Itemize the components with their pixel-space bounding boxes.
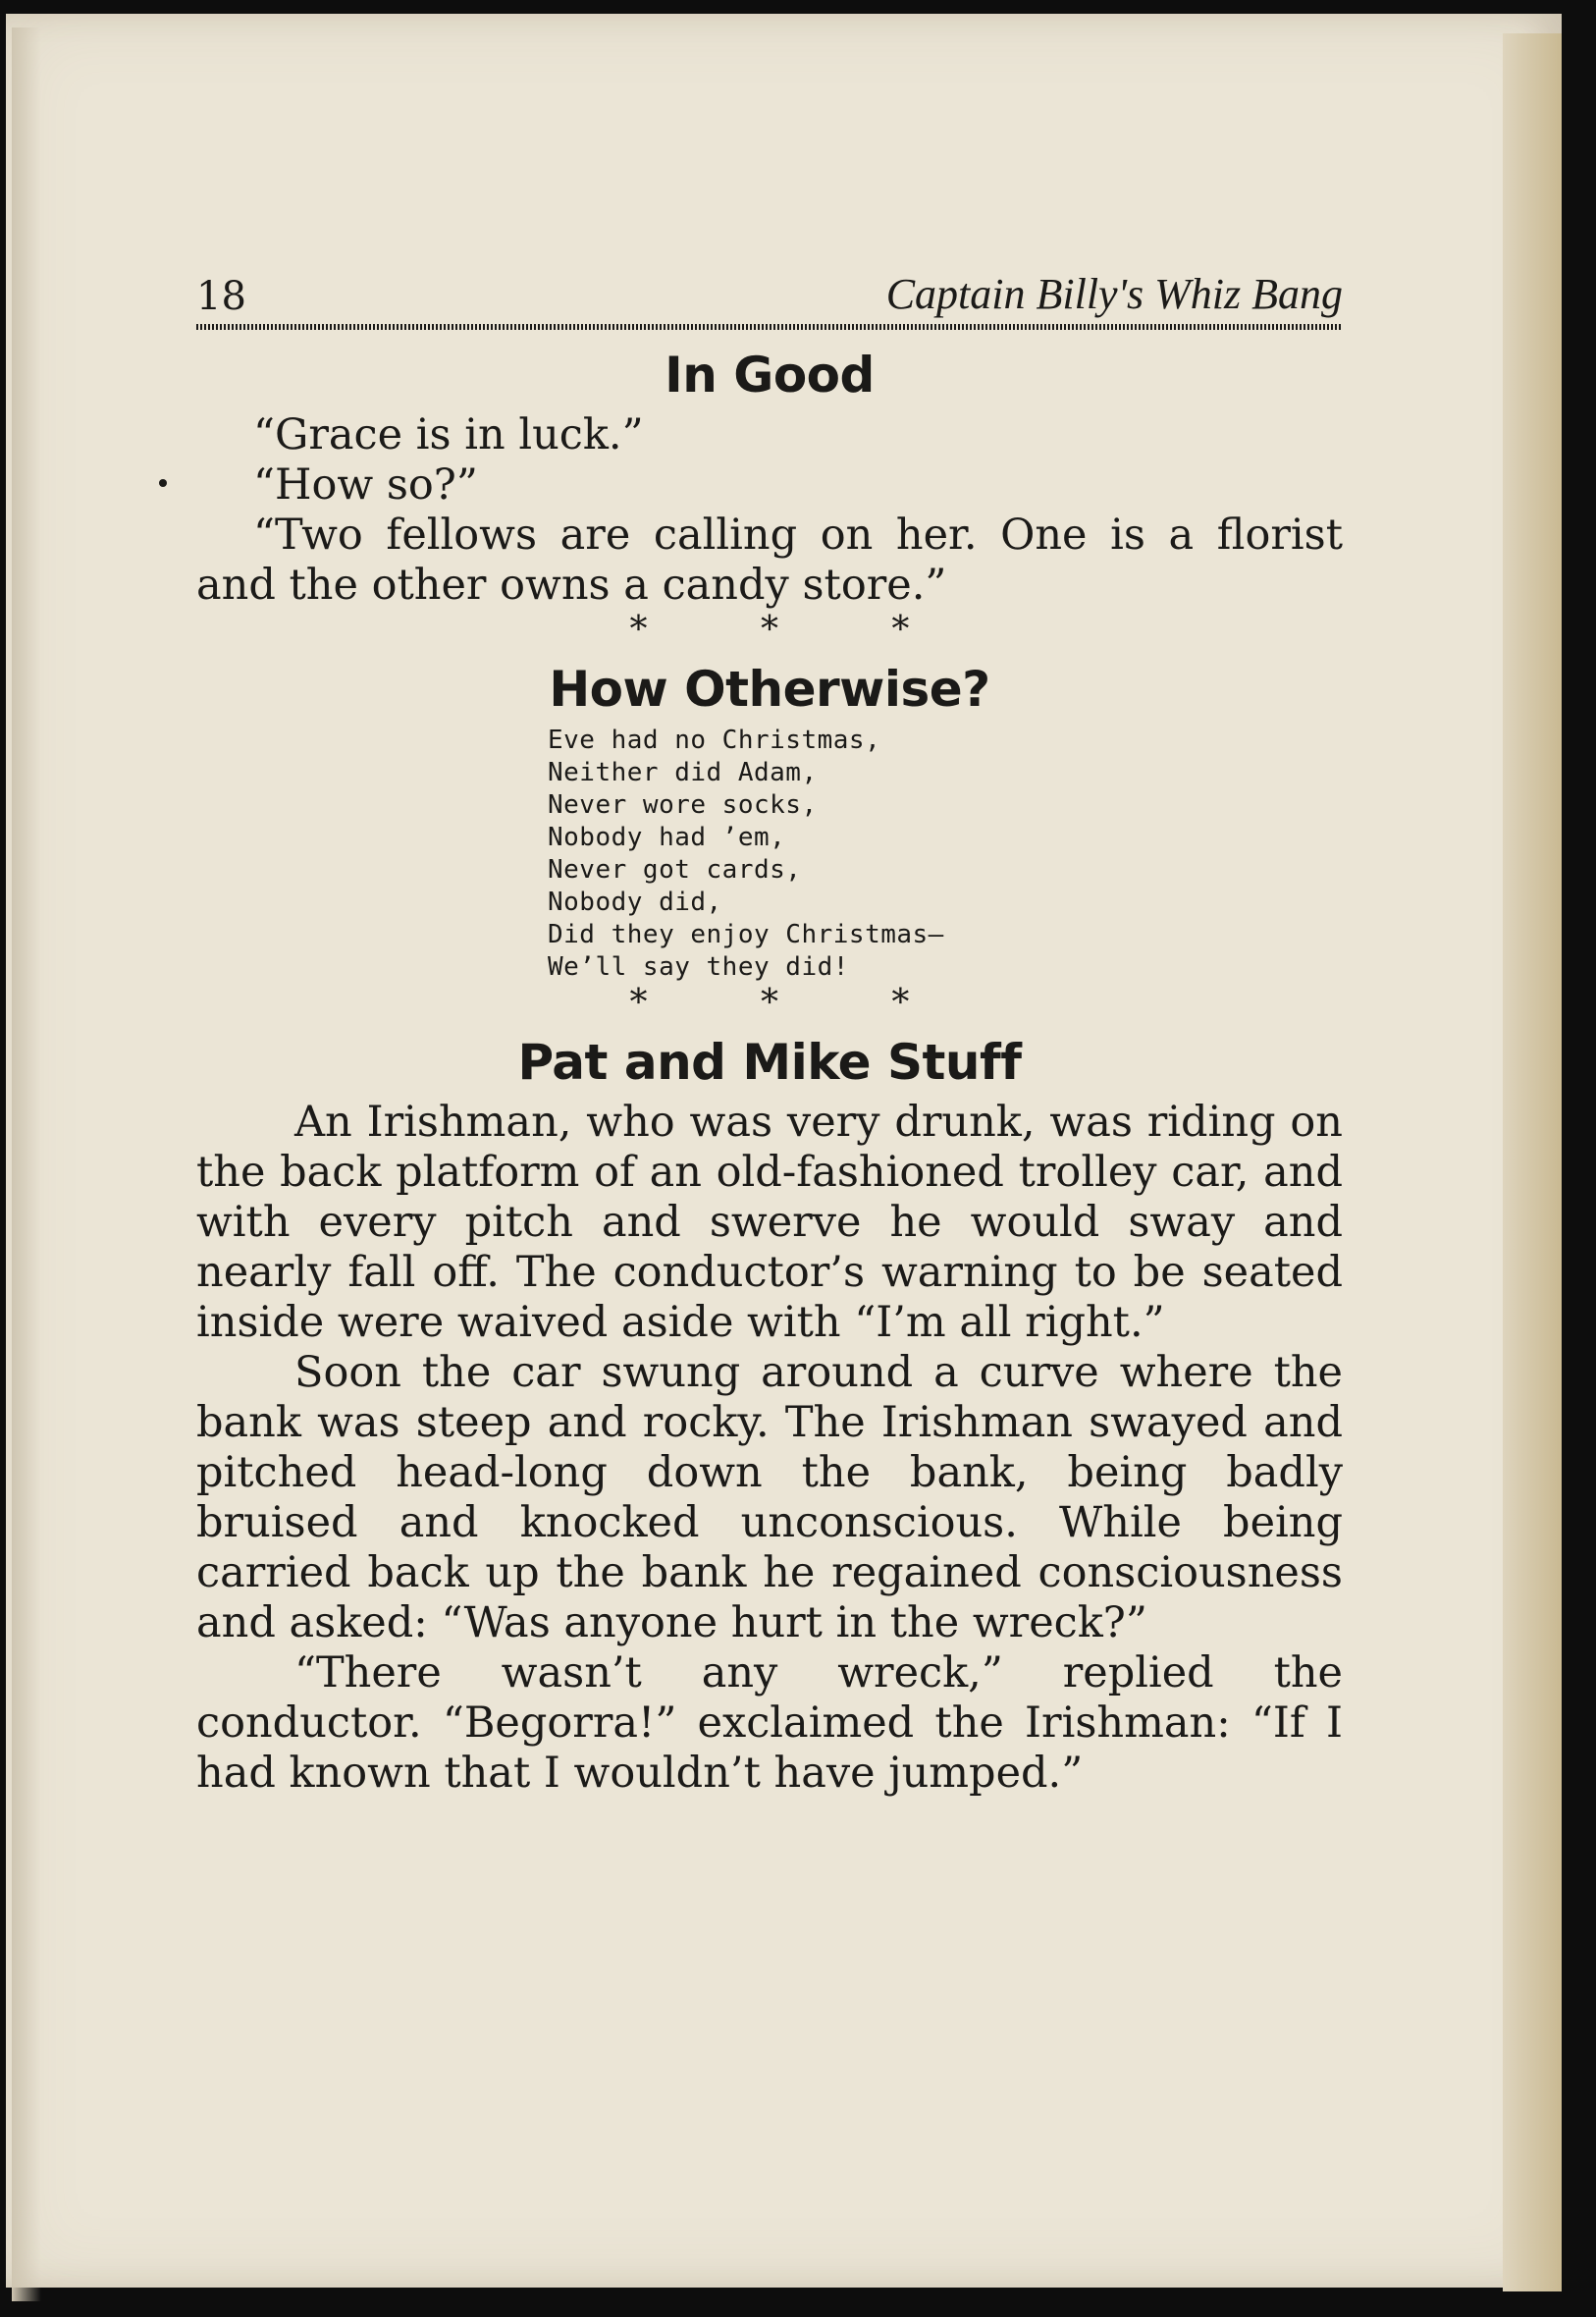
page-edge [1503, 33, 1562, 2291]
paragraph: An Irishman, who was very drunk, was riding on the back platform of an old-fashioned trolley car, and with every pitch and swerve he would sway and nearly fall off. The conductor’s warning to be seated inside were waived aside with “I’m all right.” [196, 1098, 1343, 1347]
header-rule [196, 324, 1343, 330]
poem-line: Neither did Adam, [548, 758, 818, 787]
page-number: 18 [196, 274, 246, 319]
poem-line: Eve had no Christmas, [548, 726, 881, 755]
poem-line: Nobody did, [548, 888, 722, 917]
paragraph: Soon the car swung around a curve where the bank was steep and rocky. The Irishman swayed and pitched head-long down the bank, being badly bruised and knocked unconscious. While being carried back up the bank he regained consciousness and asked: “Was anyone hurt in the wreck?” [196, 1348, 1343, 1647]
poem-line: Did they enjoy Christmas— [548, 920, 944, 949]
section-title: How Otherwise? [549, 661, 990, 718]
dialogue-line: “Two fellows are calling on her. One is a florist and the other owns a candy store.” [196, 511, 1343, 610]
section-how-otherwise [196, 658, 1343, 984]
section-title: In Good [665, 347, 875, 404]
paragraph: “There wasn’t any wreck,” replied the conductor. “Begorra!” exclaimed the Irishman: “If I had known that I wouldn’t have jumped.” [196, 1648, 1343, 1798]
dialogue-line: “Grace is in luck.” [253, 410, 644, 459]
section-title: Pat and Mike Stuff [517, 1034, 1022, 1091]
page-content [196, 257, 1343, 1799]
section-separator: * * * [629, 983, 961, 1023]
page-header [196, 257, 1343, 319]
poem-line: Never wore socks, [548, 790, 818, 820]
section-pat-and-mike [196, 1031, 1343, 1799]
section-separator: * * * [629, 610, 961, 650]
section-in-good [196, 344, 1343, 611]
poem-line: Never got cards, [548, 855, 802, 885]
page-spine-shadow [12, 27, 41, 2301]
poem-line: We’ll say they did! [548, 952, 849, 982]
dialogue-line: “How so?” [253, 460, 478, 510]
margin-dot [159, 479, 167, 487]
running-title: Captain Billy's Whiz Bang [885, 270, 1343, 318]
poem-line: Nobody had ’em, [548, 823, 786, 852]
poem [548, 725, 1343, 984]
